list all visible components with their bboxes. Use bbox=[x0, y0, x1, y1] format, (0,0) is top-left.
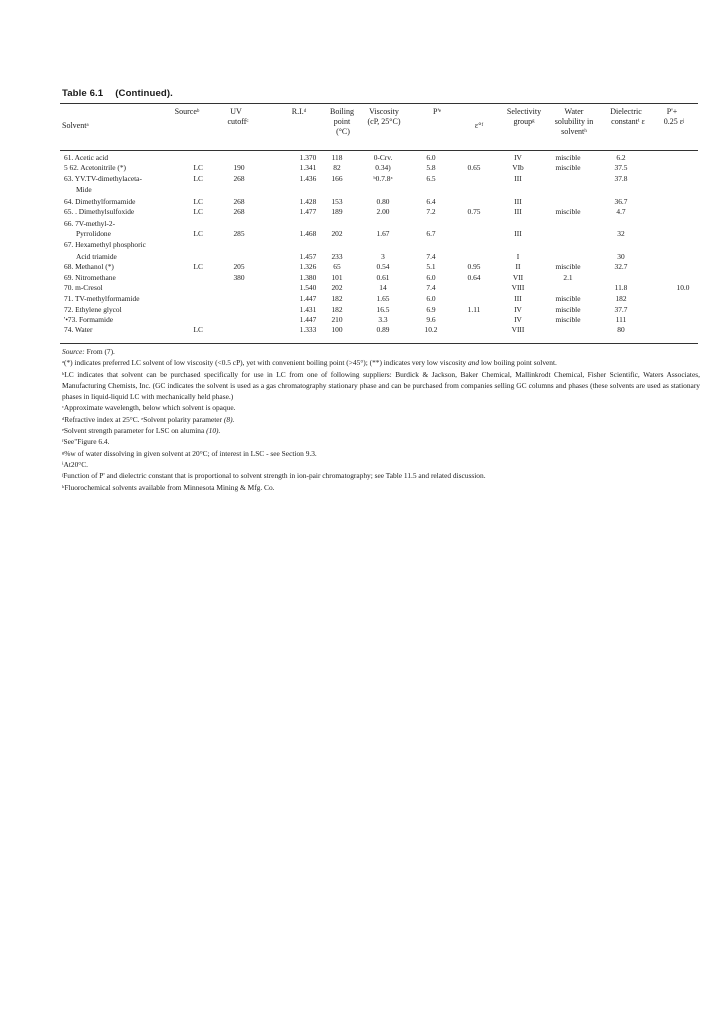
cell-p: 6.0 bbox=[426, 273, 436, 282]
cell-bp: 189 bbox=[331, 207, 343, 216]
cell-visc: 0.34) bbox=[375, 163, 391, 172]
cell-eps: 1.11 bbox=[467, 305, 481, 314]
header-source: Sourceᵇ bbox=[174, 107, 200, 116]
cell-src: LC bbox=[193, 262, 203, 271]
cell-visc: 0.61 bbox=[376, 273, 390, 282]
header-solubility: solubility in bbox=[554, 117, 594, 126]
cell-visc: 1.65 bbox=[376, 294, 390, 303]
cell-dc: 32.7 bbox=[614, 262, 628, 271]
cell-ri: 1.431 bbox=[299, 305, 317, 314]
cell-dc: 32 bbox=[617, 229, 625, 238]
cell-visc: 16.5 bbox=[376, 305, 390, 314]
cell-ws: miscible bbox=[555, 207, 581, 216]
header-solvent: Solventᵃ bbox=[62, 121, 89, 130]
cell-dc: 6.2 bbox=[616, 153, 626, 162]
footnote-a: ᵃ(*) indicates preferred LC solvent of low viscosity (<0.5 cP), yet with convenient boiling point (>45°); (**) indicates very low viscosity and low boiling point solvent. bbox=[62, 358, 557, 368]
cell-sel: III bbox=[514, 207, 522, 216]
cell-bp: 166 bbox=[331, 174, 343, 183]
cell-ri: 1.380 bbox=[299, 273, 317, 282]
cell-p: 7.4 bbox=[426, 283, 436, 292]
cell-dc: 111 bbox=[615, 315, 627, 324]
cell-p: 6.0 bbox=[426, 294, 436, 303]
cell-ri: 1.447 bbox=[299, 294, 317, 303]
cell-sel: IV bbox=[514, 305, 522, 314]
cell-uv: 380 bbox=[233, 273, 245, 282]
cell-n: 64. Dimethylformamide bbox=[64, 197, 136, 206]
cell-sel: III bbox=[514, 294, 522, 303]
footnote-c: ᶜApproximate wavelength, below which solvent is opaque. bbox=[62, 403, 236, 413]
cell-sel: VIII bbox=[511, 283, 525, 292]
table-continued: (Continued). bbox=[115, 88, 173, 99]
cell-n: 65. . Dimethylsulfoxide bbox=[64, 207, 135, 216]
cell-bp: 100 bbox=[331, 325, 343, 334]
header-constant: constantⁱ ε bbox=[611, 117, 645, 126]
cell-visc: ᵇ0.7.8ˣ bbox=[373, 174, 393, 183]
cell-dc: 36.7 bbox=[614, 197, 628, 206]
header-p-prime-plus: P'+ bbox=[666, 107, 678, 116]
cell-ri: 1.370 bbox=[299, 153, 317, 162]
cell-ri: 1.428 bbox=[299, 197, 317, 206]
cell-ws: miscible bbox=[555, 163, 581, 172]
cell-bp: 182 bbox=[331, 305, 343, 314]
header-uv-cutoff: cutoffᶜ bbox=[227, 117, 249, 126]
header-water: Water bbox=[564, 107, 584, 116]
cell-ri: 1.477 bbox=[299, 207, 317, 216]
cell-n: 69. Nitromethane bbox=[64, 273, 116, 282]
cell-uv: 205 bbox=[233, 262, 245, 271]
cell-dc: 37.7 bbox=[614, 305, 628, 314]
cell-p: 6.4 bbox=[426, 197, 436, 206]
cell-visc: 3 bbox=[381, 252, 385, 261]
footnote-g: ᵍ%w of water dissolving in given solvent at 20°C; of interest in LSC - see Section 9.3. bbox=[62, 448, 317, 458]
cell-eps: 0.65 bbox=[467, 163, 481, 172]
cell-src: LC bbox=[193, 197, 203, 206]
cell-sel: III bbox=[514, 229, 522, 238]
footnote-h: ⁱAt20°C. bbox=[62, 459, 89, 469]
cell-p: 5.8 bbox=[426, 163, 436, 172]
cell-sel: VIb bbox=[512, 163, 524, 172]
table-label: Table 6.1 bbox=[62, 88, 104, 99]
header-point: point bbox=[333, 117, 351, 126]
cell-ri: 1.447 bbox=[299, 315, 317, 324]
header-dielectric: Dielectric bbox=[610, 107, 642, 116]
cell-sel: IV bbox=[514, 315, 522, 324]
cell-bp: 153 bbox=[331, 197, 343, 206]
cell-n: 74. Water bbox=[64, 325, 93, 334]
header-polarity: P'ᵉ bbox=[433, 107, 441, 116]
cell-ws: miscible bbox=[555, 315, 581, 324]
cell-p: 9.6 bbox=[426, 315, 436, 324]
cell-n: 72. Ethylene glycol bbox=[64, 305, 122, 314]
header-rule bbox=[60, 150, 698, 151]
cell-src: LC bbox=[193, 325, 203, 334]
cell-ri: 1.333 bbox=[299, 325, 317, 334]
cell-dc: 37.8 bbox=[614, 174, 628, 183]
header-viscosity: Viscosity bbox=[369, 107, 399, 116]
header-uv: UV bbox=[230, 107, 242, 116]
cell-ri: 1.540 bbox=[299, 283, 317, 292]
footnote-d: ᵈRefractive index at 25°C. ᵉSolvent polarity parameter (8). bbox=[62, 414, 235, 424]
cell-ri: 1.341 bbox=[299, 163, 317, 172]
cell-sel: VIII bbox=[511, 325, 525, 334]
cell-n: 5 62. Acetonitrile (*) bbox=[64, 163, 126, 172]
cell-visc: 3.3 bbox=[378, 315, 388, 324]
cell-p: 7.4 bbox=[426, 252, 436, 261]
cell-src: LC bbox=[193, 229, 203, 238]
cell-dc: 11.8 bbox=[614, 283, 628, 292]
cell-bp: 233 bbox=[331, 252, 343, 261]
cell-n: 61. Acetic acid bbox=[64, 153, 109, 162]
footnote-i: ʲFunction of P' and dielectric constant that is proportional to solvent strength in ion-pair chromatography; see Table 11.5 and related discussion. bbox=[62, 471, 486, 481]
cell-bp: 65 bbox=[333, 262, 341, 271]
cell-p: 7.2 bbox=[426, 207, 436, 216]
cell-uv: 285 bbox=[233, 229, 245, 238]
cell-dc: 4.7 bbox=[616, 207, 626, 216]
footnote-j: ᵏFluorochemical solvents available from Minnesota Mining & Mfg. Co. bbox=[62, 482, 275, 492]
cell-sel: III bbox=[514, 174, 522, 183]
cell-ws: 2.1 bbox=[563, 273, 573, 282]
cell-n: 68. Methanol (*) bbox=[64, 262, 114, 271]
cell-uv: 268 bbox=[233, 197, 245, 206]
cell-ri: 1.468 bbox=[299, 229, 317, 238]
cell-bp: 118 bbox=[331, 153, 343, 162]
header-quarter-eps: 0.25 εʲ bbox=[663, 117, 685, 126]
cell-n: Mide bbox=[76, 185, 92, 194]
cell-eps: 0.64 bbox=[467, 273, 481, 282]
cell-bp: 202 bbox=[331, 283, 343, 292]
cell-p: 10.2 bbox=[424, 325, 438, 334]
cell-ri: 1.326 bbox=[299, 262, 317, 271]
top-rule bbox=[60, 103, 698, 104]
cell-uv: 190 bbox=[233, 163, 245, 172]
footnote-source: Source: From (7). bbox=[62, 347, 115, 356]
bottom-rule bbox=[60, 343, 698, 344]
cell-visc: 14 bbox=[379, 283, 387, 292]
cell-ri: 1.436 bbox=[299, 174, 317, 183]
cell-n: 71. TV-methylformamide bbox=[64, 294, 140, 303]
cell-bp: 182 bbox=[331, 294, 343, 303]
header-deg-c: (°C) bbox=[336, 127, 350, 136]
header-eps-zero: ε°ᶠ bbox=[474, 121, 484, 130]
cell-ws: miscible bbox=[555, 305, 581, 314]
cell-src: LC bbox=[193, 163, 203, 172]
cell-p: 6.5 bbox=[426, 174, 436, 183]
header-selectivity: Selectivity bbox=[506, 107, 542, 116]
footnote-e: ᵉSolvent strength parameter for LSC on alumina (10). bbox=[62, 426, 221, 436]
table-footnotes bbox=[62, 346, 700, 493]
cell-p: 5.1 bbox=[426, 262, 436, 271]
footnote-f: ᶠSee"Figure 6.4. bbox=[62, 437, 110, 447]
cell-eps: 0.75 bbox=[467, 207, 481, 216]
cell-visc: 0.54 bbox=[376, 262, 390, 271]
cell-visc: 0.89 bbox=[376, 325, 390, 334]
table-caption bbox=[62, 88, 173, 99]
cell-uv: 268 bbox=[233, 207, 245, 216]
cell-uv: 268 bbox=[233, 174, 245, 183]
cell-pp: 10.0 bbox=[676, 283, 690, 292]
cell-p: 6.0 bbox=[426, 153, 436, 162]
cell-p: 6.7 bbox=[426, 229, 436, 238]
header-boiling: Boiling bbox=[329, 107, 355, 116]
cell-dc: 182 bbox=[615, 294, 627, 303]
cell-p: 6.9 bbox=[426, 305, 436, 314]
cell-visc: 2.00 bbox=[376, 207, 390, 216]
cell-sel: IV bbox=[514, 153, 522, 162]
header-solvent-sub: solventʰ bbox=[561, 127, 587, 136]
cell-n: 66. 7V-methyl-2- bbox=[64, 219, 116, 228]
cell-n: '•73. Formamide bbox=[64, 315, 114, 324]
cell-n: 67. Hexamethyl phosphoric bbox=[64, 240, 146, 249]
header-ri: R.I.ᵈ bbox=[291, 107, 307, 116]
footnote-b: ᵇLC indicates that solvent can be purchased specifically for use in LC from one of following suppliers: Burdick & Jackson, Baker Chemical, Mallinkrodt Chemical, Fisher Scientific, Waters Associates, Manufacturing Chemists, Inc. (GC indicates the solvent is used as a gas chromatography stationary phase and can be purchased from companies selling GC columns and phases (these solvents are used as stationary phases in liquid-liquid LC with mechanically held phase.) bbox=[62, 369, 700, 402]
cell-sel: I bbox=[516, 252, 520, 261]
cell-n: 70. m-Cresol bbox=[64, 283, 103, 292]
cell-n: 63. YV.TV-dimethylaceta- bbox=[64, 174, 142, 183]
cell-bp: 210 bbox=[331, 315, 343, 324]
cell-bp: 101 bbox=[331, 273, 343, 282]
source-label: Source: bbox=[62, 347, 85, 356]
cell-src: LC bbox=[193, 207, 203, 216]
cell-n: Acid triamide bbox=[76, 252, 117, 261]
cell-sel: VII bbox=[512, 273, 524, 282]
cell-visc: 0.80 bbox=[376, 197, 390, 206]
cell-ws: miscible bbox=[555, 262, 581, 271]
cell-bp: 82 bbox=[333, 163, 341, 172]
cell-dc: 30 bbox=[617, 252, 625, 261]
header-group: groupᵍ bbox=[513, 117, 535, 126]
cell-sel: III bbox=[514, 197, 522, 206]
cell-eps: 0.95 bbox=[467, 262, 481, 271]
cell-sel: II bbox=[515, 262, 521, 271]
cell-ws: miscible bbox=[555, 294, 581, 303]
cell-ws: miscible bbox=[555, 153, 581, 162]
cell-dc: 37.5 bbox=[614, 163, 628, 172]
cell-n: Pyrrolidone bbox=[76, 229, 111, 238]
cell-dc: 80 bbox=[617, 325, 625, 334]
cell-ri: 1.457 bbox=[299, 252, 317, 261]
cell-visc: 1.67 bbox=[376, 229, 390, 238]
cell-bp: 202 bbox=[331, 229, 343, 238]
cell-src: LC bbox=[193, 174, 203, 183]
header-viscosity-unit: (cP, 25°C) bbox=[367, 117, 401, 126]
cell-visc: 0-Crv. bbox=[373, 153, 393, 162]
